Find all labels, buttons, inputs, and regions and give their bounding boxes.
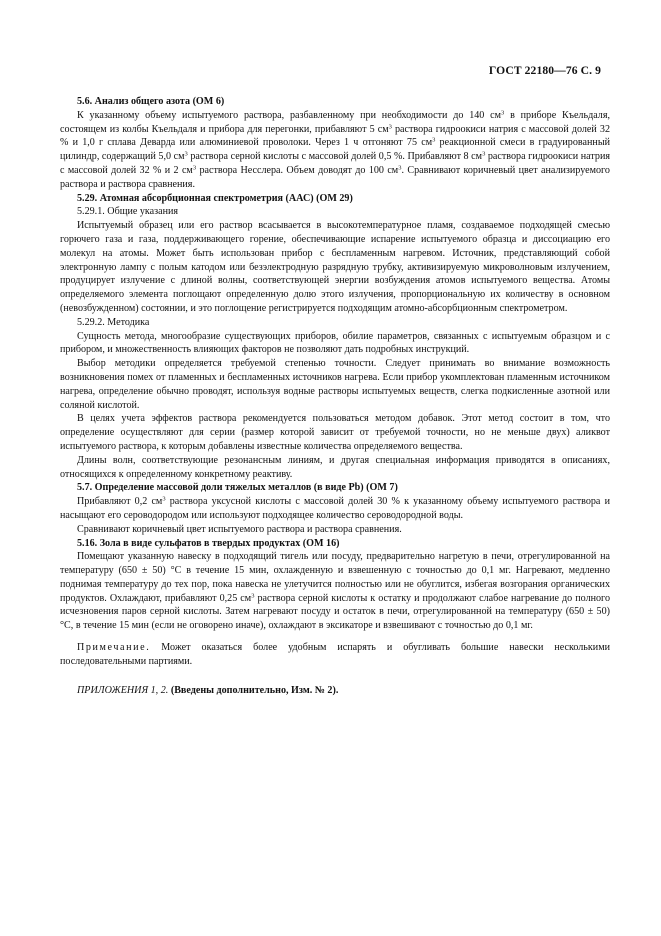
paragraph-5-29-2-b: Выбор методики определяется требуемой степенью точности. Следует принимать во внимание возможность возникновения помех от пламенных и беспламенных источников нагрева. Если прибор укомплектован пламенным источником нагрева, определение обычно проводят, используя водные растворы испытуемых веществ, слегка подкисленные азотной или соляной кислотой. (60, 358, 610, 411)
paragraph-5-16: Помещают указанную навеску в подходящий тигель или посуду, предварительно нагретую в печи, отрегулированной на температуру (650 ± 50) °С в течение 15 мин, охлажденную и взвешенную с точностью до 0,1 мг. Нагревают, медленно поднимая температуру до тех пор, пока навеска не улетучится полностью или не обуглится, избегая возгорания органических продуктов. Охлаждают, прибавляют 0,25 $см^3$ раствора серной кислоты к остатку и продолжают слабое нагревание до полного исчезновения паров серной кислоты. Затем нагревают посуду и остаток в печи, отрегулированной на температуру (650 ± 50) °С, в течение 15 мин (если не оговорено иначе), охлаждают в эксикаторе и взвешивают с точностью до 0,1 мг. (60, 551, 610, 632)
note-label: Примечание. (77, 642, 151, 654)
paragraph-5-6: К указанному объему испытуемого раствора, разбавленному при необходимости до 140 $см^3$ в приборе Къельдаля, состоящем из колбы Къельдаля и прибора для перегонки, прибавляют 5 $см^3$ раствора гидроокиси натрия с массовой долей 32 % и 1,0 г сплава Деварда или алюминиевой проволоки. Через 1 ч отгоняют 75 $см^3$ реакционной смеси в градуированный цилиндр, содержащий 5,0 $см^3$ раствора серной кислоты с массовой долей 0,5 %. Прибавляют 8 $см^3$ раствора гидроокиси натрия с массовой долей 32 % и 2 $см^3$ раствора Несслера. Объем доводят до 100 $см^3$. Сравнивают коричневый цвет анализируемого раствора и раствора сравнения. (60, 109, 610, 190)
note-text: Может оказаться более удобным испарять и обугливать большие навески несколькими последовательными партиями. (60, 642, 610, 667)
section-heading-5-16: 5.16. Зола в виде сульфатов в твердых продуктах (ОМ 16) (77, 537, 340, 549)
section-heading-5-29: 5.29. Атомная абсорбционная спектрометрия (ААС) (ОМ 29) (77, 192, 353, 204)
subsection-heading-5-29-2: 5.29.2. Методика (77, 316, 150, 328)
subsection-heading-5-29-1: 5.29.1. Общие указания (77, 206, 179, 218)
paragraph-5-7-b: Сравнивают коричневый цвет испытуемого раствора и раствора сравнения. (77, 523, 402, 535)
section-heading-5-7: 5.7. Определение массовой доли тяжелых металлов (в виде Pb) (ОМ 7) (77, 482, 398, 494)
paragraph-5-7-a: Прибавляют 0,2 $см^3$ раствора уксусной кислоты с массовой долей 30 % к указанному объему испытуемого раствора и насыщают его сероводородом или используют подходящее количество сероводородной воды. (60, 495, 610, 521)
appendix-remark: (Введены дополнительно, Изм. № 2). (168, 684, 339, 696)
section-heading-5-6: 5.6. Анализ общего азота (ОМ 6) (77, 96, 225, 107)
paragraph-5-29-2-d: Длины волн, соответствующие резонансным линиям, и другая специальная информация приводятся в описаниях, относящихся к определенному конкретному реактиву. (60, 454, 610, 480)
document-body (60, 95, 610, 697)
paragraph-5-29-2-c: В целях учета эффектов раствора рекомендуется пользоваться методом добавок. Этот метод состоит в том, что определение осуществляют для серии (размер которой зависит от требуемой точности, но не меньше двух) аликвот испытуемого раствора, к которым добавлены известные количества определяемого вещества. (60, 413, 610, 452)
paragraph-5-29-2-a: Сущность метода, многообразие существующих приборов, обилие параметров, связанных с испытуемым образцом и с прибором, и множественность влияющих факторов не позволяют дать подробных инструкций. (60, 330, 610, 356)
appendix-line (60, 684, 610, 698)
paragraph-5-29-1: Испытуемый образец или его раствор всасывается в высокотемпературное пламя, создаваемое подходящей смесью горючего газа и газа, поддерживающего горение, обеспечивающие испарение испытуемого образца и диссоциацию его молекул на атомы. Может быть использован прибор с беспламенным нагревом. Источник, представляющий собой электронную лампу с полым катодом или безэлектродную разрядную трубку, активизируемую микроволновым излучением, продуцирует излучение с длиной волны, соответствующей энергии возбуждения атомов испытуемого вещества. Атомы определяемого элемента поглощают определенную долю этого излучения, пропорциональную их количеству в основном (невозбужденном) состоянии, и это поглощение регистрируется подходящим атомно-абсорбционным спектрометром. (60, 220, 610, 314)
appendix-label: ПРИЛОЖЕНИЯ 1, 2. (77, 684, 169, 696)
note-paragraph (60, 641, 610, 669)
page-header: ГОСТ 22180—76 С. 9 (488, 64, 601, 77)
